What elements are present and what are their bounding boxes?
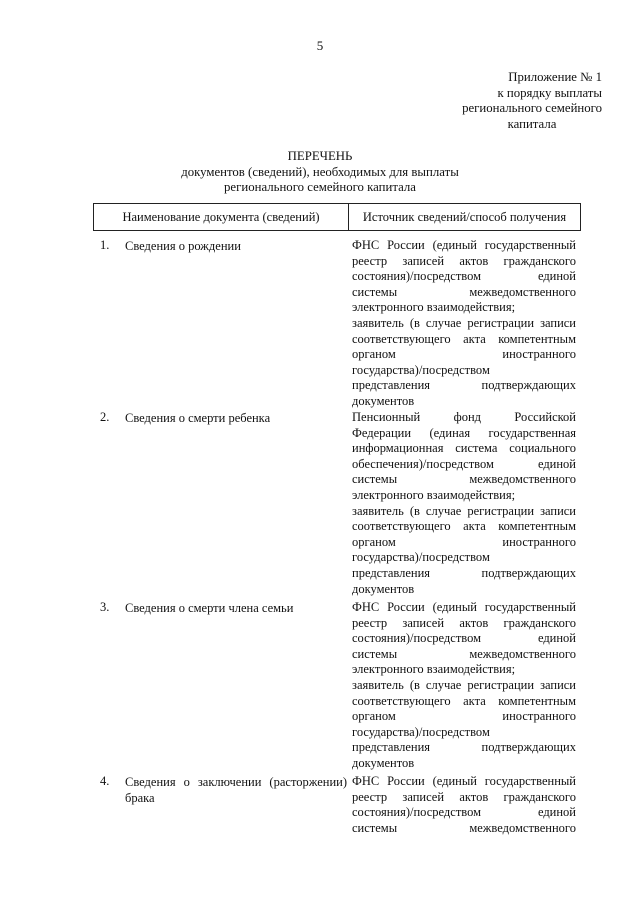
source-line: соответствующего акта компетентным [352,519,576,534]
source-line: системы межведомственного [352,284,576,299]
source-line: государства)/посредством [352,362,490,377]
source-line: электронного взаимодействия; [352,300,516,315]
source-line: ФНС России (единый государственный [352,774,576,788]
source-line: системы межведомственного [352,646,576,661]
source-line: обеспечения)/посредством единой [352,456,576,471]
source-line: представления подтверждающих [352,740,576,755]
source-line: заявитель (в случае регистрации записи [352,503,576,518]
source-line: состояния)/посредством единой [352,805,576,820]
source-line: государства)/посредством [352,550,490,565]
title-heading: ПЕРЕЧЕНЬ [287,149,353,163]
source-cell [352,410,576,597]
document-name: Сведения о рождении [125,239,241,253]
source-line: органом иностранного [352,709,576,724]
source-line: представления подтверждающих [352,378,576,393]
title-line: регионального семейного капитала [224,180,416,194]
source-line: ФНС России (единый государственный [352,238,576,252]
column-header-document: Наименование документа (сведений) [94,204,349,230]
row-number: 3. [100,600,110,614]
appendix-line: капитала [507,116,557,131]
row-number: 1. [100,238,110,252]
source-line: заявитель (в случае регистрации записи [352,315,576,330]
source-line: органом иностранного [352,534,576,549]
source-line: Федерации (единая государственная [352,425,576,440]
page-number: 5 [316,38,324,53]
source-cell [352,600,576,772]
source-line: электронного взаимодействия; [352,487,516,502]
source-line: представления подтверждающих [352,565,576,580]
table-header [93,203,581,231]
source-line: документов [352,393,415,408]
document-name: Сведения о смерти члена семьи [125,601,294,615]
source-line: Пенсионный фонд Российской [352,410,576,424]
source-line: органом иностранного [352,347,576,362]
appendix-line: регионального семейного [462,101,602,115]
appendix-line: Приложение № 1 [508,70,602,84]
document-name: Сведения о заключении (расторжении) брака [125,775,347,805]
source-cell [352,774,576,836]
source-line: системы межведомственного [352,472,576,487]
source-line: состояния)/посредством единой [352,269,576,284]
document-title [0,149,640,196]
source-line: информационная система социального [352,441,576,456]
source-line: государства)/посредством [352,724,490,739]
source-line: системы межведомственного [352,820,576,835]
source-cell [352,238,576,410]
source-line: соответствующего акта компетентным [352,693,576,708]
document-name: Сведения о смерти ребенка [125,411,271,425]
appendix-line: к порядку выплаты [497,85,602,100]
source-line: электронного взаимодействия; [352,662,516,677]
row-number: 2. [100,410,110,424]
source-line: состояния)/посредством единой [352,631,576,646]
row-number: 4. [100,774,110,788]
source-line: реестр записей актов гражданского [352,615,576,630]
source-line: документов [352,755,415,770]
source-line: заявитель (в случае регистрации записи [352,677,576,692]
source-line: соответствующего акта компетентным [352,331,576,346]
column-header-source: Источник сведений/способ получения [362,209,567,224]
source-line: ФНС России (единый государственный [352,600,576,614]
source-line: реестр записей актов гражданского [352,253,576,268]
appendix-header [402,70,602,132]
title-line: документов (сведений), необходимых для выплаты [181,164,459,179]
source-line: документов [352,581,415,596]
source-line: реестр записей актов гражданского [352,789,576,804]
